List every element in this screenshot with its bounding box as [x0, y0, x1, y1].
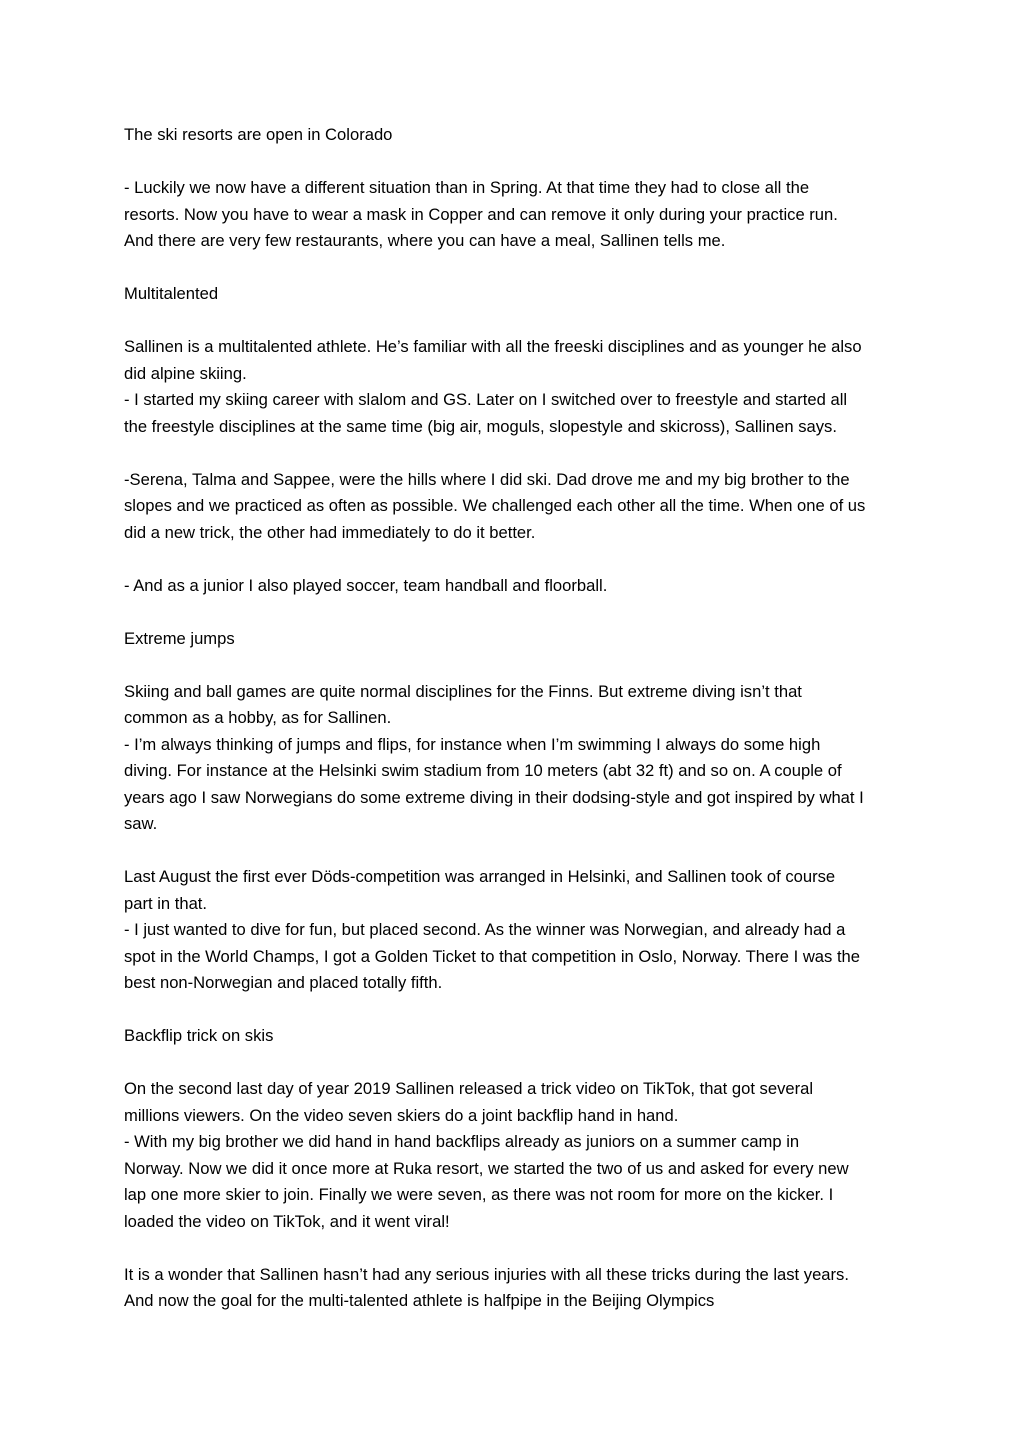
text-line: Sallinen is a multitalented athlete. He’s familiar with all the freeski disciplines and as younger he also: [124, 337, 862, 356]
text-line: the freestyle disciplines at the same time (big air, moguls, slopestyle and skicross), Sallinen says.: [124, 416, 837, 436]
text-line: -Serena, Talma and Sappee, were the hills where I did ski. Dad drove me and my big brother to the: [124, 469, 850, 489]
text-line: Backflip trick on skis: [124, 1026, 274, 1045]
heading-ski-resorts: [124, 122, 914, 149]
text-line: - I started my skiing career with slalom and GS. Later on I switched over to freestyle and started all: [124, 390, 848, 409]
document-body: [124, 122, 914, 1315]
paragraph-multitalented-athlete: [124, 334, 914, 440]
text-line: saw.: [124, 814, 158, 833]
paragraph-extreme-diving: [124, 679, 914, 838]
text-line: best non-Norwegian and placed totally fifth.: [124, 973, 443, 992]
text-line: And there are very few restaurants, where you can have a meal, Sallinen tells me.: [124, 231, 726, 250]
text-line: years ago I saw Norwegians do some extreme diving in their dodsing-style and got inspired by what I: [124, 787, 864, 807]
text-line: Extreme jumps: [124, 628, 235, 648]
text-line: Norway. Now we did it once more at Ruka resort, we started the two of us and asked for every new: [124, 1158, 849, 1178]
paragraph-dods-competition: [124, 864, 914, 997]
text-line: loaded the video on TikTok, and it went viral!: [124, 1211, 450, 1231]
text-line: It is a wonder that Sallinen hasn’t had any serious injuries with all these tricks during the last years.: [124, 1264, 849, 1284]
text-line: diving. For instance at the Helsinki swim stadium from 10 meters (abt 32 ft) and so on. A couple of: [124, 761, 842, 780]
text-line: - And as a junior I also played soccer, team handball and floorball.: [124, 575, 608, 595]
text-line: The ski resorts are open in Colorado: [124, 125, 393, 144]
text-line: resorts. Now you have to wear a mask in Copper and can remove it only during your practice run.: [124, 204, 838, 224]
text-line: did a new trick, the other had immediately to do it better.: [124, 522, 536, 542]
text-line: spot in the World Champs, I got a Golden Ticket to that competition in Oslo, Norway. There I was the: [124, 946, 861, 966]
text-line: - I just wanted to dive for fun, but placed second. As the winner was Norwegian, and already had a: [124, 920, 846, 939]
paragraph-luckily: [124, 175, 914, 255]
text-line: millions viewers. On the video seven skiers do a joint backflip hand in hand.: [124, 1105, 679, 1125]
text-line: common as a hobby, as for Sallinen.: [124, 708, 392, 727]
heading-multitalented: [124, 281, 914, 308]
text-line: part in that.: [124, 893, 208, 913]
heading-extreme-jumps: [124, 626, 914, 653]
paragraph-tiktok-video: [124, 1076, 914, 1235]
text-line: - I’m always thinking of jumps and flips, for instance when I’m swimming I always do some high: [124, 734, 821, 754]
text-line: Skiing and ball games are quite normal disciplines for the Finns. But extreme diving isn’t that: [124, 681, 802, 701]
text-line: Last August the first ever Döds-competition was arranged in Helsinki, and Sallinen took of course: [124, 867, 836, 886]
paragraph-junior-sports: [124, 573, 914, 600]
text-line: slopes and we practiced as often as possible. We challenged each other all the time. When one of us: [124, 496, 866, 515]
text-line: - With my big brother we did hand in hand backflips already as juniors on a summer camp in: [124, 1132, 800, 1151]
paragraph-serena: [124, 467, 914, 547]
paragraph-conclusion: [124, 1262, 914, 1315]
heading-backflip-trick: [124, 1023, 914, 1050]
text-line: And now the goal for the multi-talented athlete is halfpipe in the Beijing Olympics: [124, 1291, 715, 1310]
text-line: - Luckily we now have a different situation than in Spring. At that time they had to close all the: [124, 178, 810, 197]
text-line: On the second last day of year 2019 Sallinen released a trick video on TikTok, that got several: [124, 1079, 814, 1098]
text-line: lap one more skier to join. Finally we were seven, as there was not room for more on the kicker. I: [124, 1185, 834, 1204]
text-line: Multitalented: [124, 284, 219, 303]
text-line: did alpine skiing.: [124, 363, 247, 383]
